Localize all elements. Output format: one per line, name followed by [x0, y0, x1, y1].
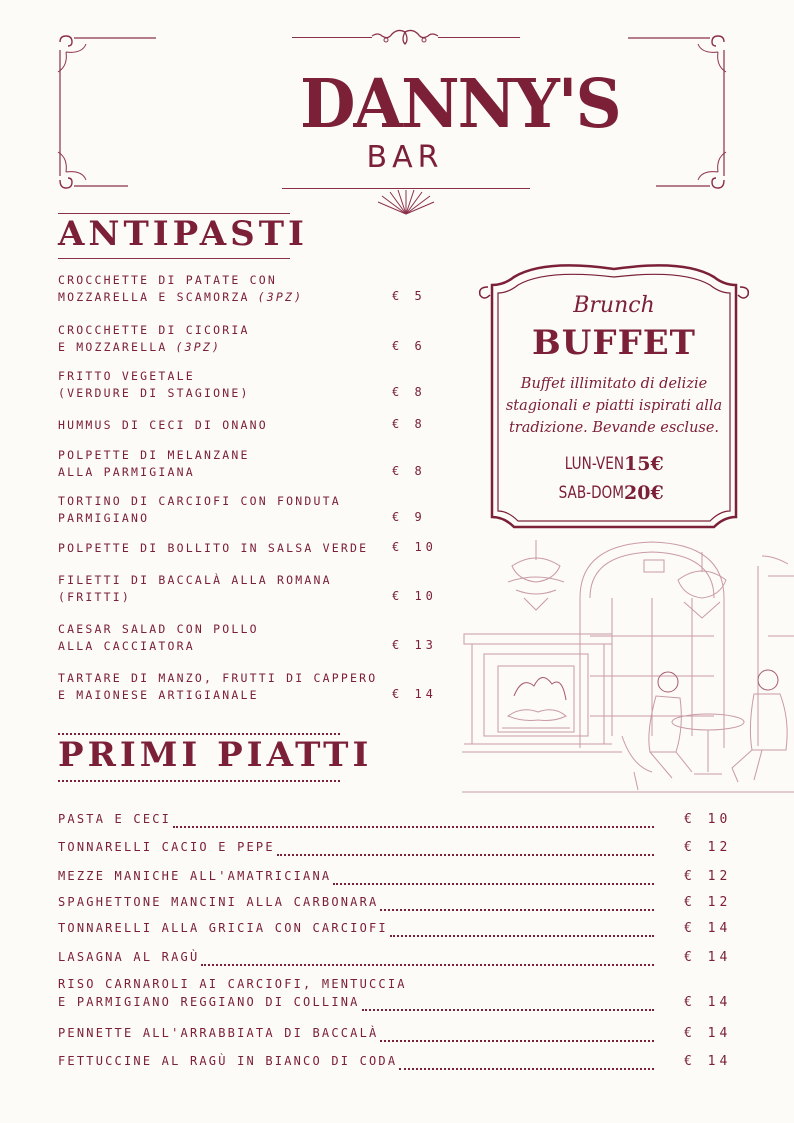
- antipasti-item-price: € 8: [392, 464, 426, 478]
- primi-item-name: MEZZE MANICHE ALL'AMATRICIANA: [58, 869, 332, 883]
- primi-item-price: € 12: [684, 869, 732, 884]
- corner-ornament-top-left: [52, 32, 158, 192]
- brunch-amount: 15€: [624, 453, 664, 475]
- header-top-rule: [438, 37, 520, 38]
- antipasti-title-rule: [58, 258, 290, 259]
- brunch-days: LUN-VEN: [564, 454, 624, 474]
- antipasti-item-line1: CROCCHETTE DI CICORIA: [58, 323, 250, 337]
- antipasti-item-line2-text: E MOZZARELLA: [58, 340, 168, 354]
- antipasti-item-name: [58, 540, 398, 557]
- antipasti-item-line2: [58, 464, 398, 481]
- primi-item-name: TONNARELLI ALLA GRICIA CON CARCIOFI: [58, 921, 388, 935]
- brunch-buffet-box: [474, 263, 754, 541]
- dot-leader: [333, 869, 654, 885]
- antipasti-item-name: [58, 670, 398, 704]
- antipasti-item-line2: [58, 638, 398, 655]
- corner-ornament-top-right: [626, 32, 732, 192]
- antipasti-item-line1: CAESAR SALAD CON POLLO: [58, 622, 259, 636]
- primi-item-name: FETTUCCINE AL RAGÙ IN BIANCO DI CODA: [58, 1054, 398, 1068]
- antipasti-item-price: € 6: [392, 339, 426, 353]
- antipasti-item-line1: POLPETTE DI MELANZANE: [58, 448, 250, 462]
- dot-leader: [380, 895, 654, 911]
- primi-item-price: € 10: [684, 812, 732, 827]
- logo-name: DANNY'S: [300, 65, 620, 144]
- bar-interior-illustration: [462, 536, 794, 802]
- antipasti-item-line2: [58, 589, 398, 606]
- primi-item-price: € 14: [684, 995, 732, 1010]
- primi-item: [58, 921, 738, 941]
- primi-item-name: SPAGHETTONE MANCINI ALLA CARBONARA: [58, 895, 379, 909]
- primi-item-price: € 14: [684, 921, 732, 936]
- antipasti-item-line2-text: E MAIONESE ARTIGIANALE: [58, 688, 259, 702]
- primi-item-name: TONNARELLI CACIO E PEPE: [58, 840, 275, 854]
- antipasti-item-line2-text: PARMIGIANO: [58, 511, 150, 525]
- dot-leader: [362, 995, 654, 1011]
- antipasti-item-line2: [58, 510, 398, 527]
- primi-item-price: € 12: [684, 840, 732, 855]
- primi-item-name: LASAGNA AL RAGÙ: [58, 950, 200, 964]
- primi-item-name: PASTA E CECI: [58, 812, 172, 826]
- primi-item-price: € 14: [684, 950, 732, 965]
- antipasti-item-line2-text: ALLA CACCIATORA: [58, 639, 195, 653]
- antipasti-item-price: € 8: [392, 417, 426, 431]
- antipasti-item-price: € 10: [392, 589, 437, 603]
- primi-item: [58, 812, 738, 832]
- antipasti-item-note: (3PZ): [257, 290, 304, 304]
- header-top-rule: [292, 37, 372, 38]
- antipasti-item-line1: TORTINO DI CARCIOFI CON FONDUTA: [58, 494, 341, 508]
- antipasti-item-name: [58, 272, 398, 306]
- antipasti-item-line1: FILETTI DI BACCALÀ ALLA ROMANA: [58, 573, 332, 587]
- dot-leader: [277, 840, 654, 856]
- antipasti-item-price: € 10: [392, 540, 437, 554]
- dot-leader: [380, 1026, 654, 1042]
- dot-leader: [390, 921, 654, 937]
- antipasti-item-line1: HUMMUS DI CECI DI ONANO: [58, 418, 268, 432]
- primi-item-price: € 14: [684, 1054, 732, 1069]
- dot-leader: [399, 1054, 654, 1070]
- primi-item: [58, 950, 738, 970]
- sunburst-ornament: [376, 188, 436, 218]
- antipasti-item-line1: TARTARE DI MANZO, FRUTTI DI CAPPERO: [58, 671, 378, 685]
- primi-item-price: € 12: [684, 895, 732, 910]
- antipasti-title: ANTIPASTI: [58, 214, 308, 254]
- antipasti-item-line2-text: (FRITTI): [58, 590, 131, 604]
- logo-subtitle: BAR: [366, 140, 444, 175]
- antipasti-item-price: € 13: [392, 638, 437, 652]
- primi-item-name: E PARMIGIANO REGGIANO DI COLLINA: [58, 995, 360, 1009]
- primi-title-rule: [58, 780, 340, 782]
- antipasti-item-line2-text: (VERDURE DI STAGIONE): [58, 386, 250, 400]
- antipasti-item-note: (3PZ): [175, 340, 222, 354]
- primi-item: [58, 840, 738, 860]
- antipasti-item-name: [58, 447, 398, 481]
- primi-item-line1: RISO CARNAROLI AI CARCIOFI, MENTUCCIA: [58, 977, 407, 991]
- antipasti-item-name: [58, 621, 398, 655]
- antipasti-item-line2-text: MOZZARELLA E SCAMORZA: [58, 290, 250, 304]
- primi-item: [58, 869, 738, 889]
- brunch-amount: 20€: [624, 482, 664, 504]
- primi-item: [58, 1054, 738, 1074]
- antipasti-item-line2-text: ALLA PARMIGIANA: [58, 465, 195, 479]
- dot-leader: [173, 812, 654, 828]
- primi-item: [58, 977, 738, 1015]
- primi-item-name: PENNETTE ALL'ARRABBIATA DI BACCALÀ: [58, 1026, 379, 1040]
- header-flourish: [368, 26, 442, 48]
- brunch-script-title: Brunch: [573, 293, 655, 318]
- antipasti-item-name: [58, 493, 398, 527]
- dot-leader: [201, 950, 654, 966]
- brunch-description: Buffet illimitato di delizie stagionali e piatti ispirati alla tradizione. Bevande escluse.: [505, 376, 723, 436]
- brunch-price-weekday: [534, 454, 714, 480]
- antipasti-item-price: € 9: [392, 510, 426, 524]
- brunch-price-weekend: [534, 483, 714, 509]
- primi-item: [58, 895, 738, 915]
- antipasti-item-price: € 14: [392, 687, 437, 701]
- antipasti-item-name: [58, 572, 398, 606]
- primi-item: [58, 1026, 738, 1046]
- antipasti-item-name: [58, 322, 398, 356]
- antipasti-item-line2: [58, 339, 398, 356]
- brunch-days: SAB-DOM: [558, 483, 624, 503]
- antipasti-item-line2: [58, 385, 398, 402]
- primi-item-price: € 14: [684, 1026, 732, 1041]
- antipasti-item-line2: [58, 289, 398, 306]
- antipasti-item-line2: [58, 687, 398, 704]
- antipasti-item-name: [58, 417, 398, 434]
- antipasti-item-line1: CROCCHETTE DI PATATE CON: [58, 273, 277, 287]
- antipasti-item-line1: FRITTO VEGETALE: [58, 369, 195, 383]
- antipasti-item-price: € 5: [392, 289, 426, 303]
- antipasti-item-price: € 8: [392, 385, 426, 399]
- brunch-title: BUFFET: [532, 323, 696, 363]
- antipasti-item-name: [58, 368, 398, 402]
- antipasti-item-line1: POLPETTE DI BOLLITO IN SALSA VERDE: [58, 541, 369, 555]
- primi-title: PRIMI PIATTI: [58, 735, 373, 775]
